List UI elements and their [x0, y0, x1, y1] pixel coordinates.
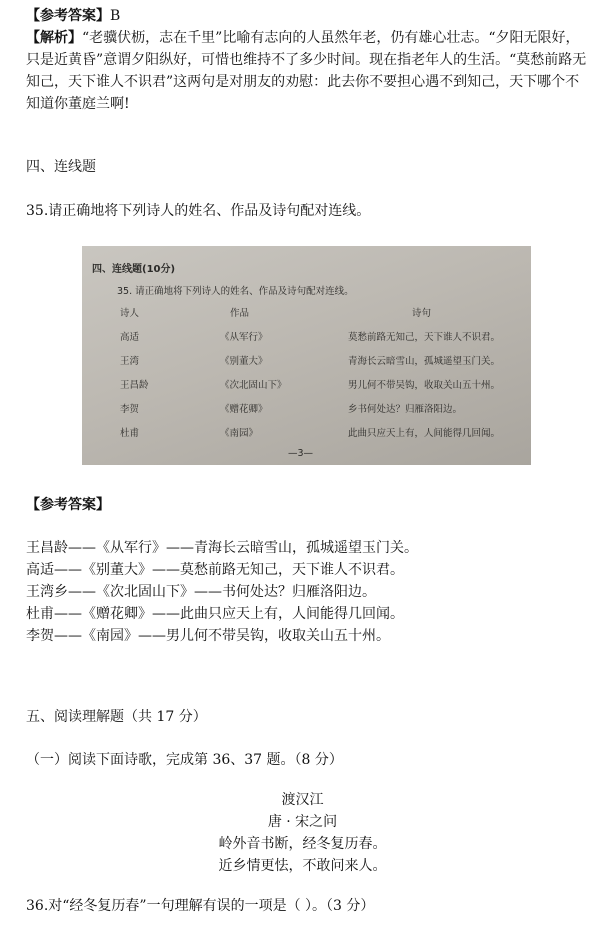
photo-line: 乡书何处达？归雁洛阳边。: [348, 404, 463, 415]
analysis-line-3: 知己，天下谁人不识君”这两句是对朋友的劝慰：此去你不要担心遇不到知己，天下哪个不: [26, 74, 580, 90]
section-5-title: 五、阅读理解题（共 17 分）: [26, 709, 207, 725]
photo-poet: 王湾: [120, 356, 140, 367]
section-4-title: 四、连线题: [26, 159, 96, 175]
photo-page-number: —3—: [288, 448, 314, 459]
answer-2-label: 【参考答案】: [26, 497, 110, 513]
analysis-label: 【解析】: [26, 30, 82, 46]
analysis-line-2: 只是近黄昏”意谓夕阳纵好，可惜也维持不了多少时间。现在指老年人的生活。“莫愁前路无: [26, 52, 587, 68]
photo-line: 此曲只应天上有，人间能得几回闻。: [348, 428, 501, 439]
photo-col-line: 诗句: [412, 308, 432, 319]
exam-photo: [82, 246, 531, 465]
answer-label: 【参考答案】: [26, 8, 110, 24]
photo-work: 《南园》: [220, 428, 259, 439]
photo-poet: 王昌龄: [120, 380, 149, 391]
answer-2-line: 高适——《别董大》——莫愁前路无知己，天下谁人不识君。: [26, 562, 404, 578]
question-36: 36.对“经冬复历春”一句理解有误的一项是（ ）。（3 分）: [26, 898, 375, 914]
photo-work: 《次北固山下》: [220, 380, 287, 391]
photo-line: 青海长云暗雪山，孤城遥望玉门关。: [348, 356, 501, 367]
poem-line: 岭外音书断，经冬复历春。: [218, 836, 387, 852]
photo-poet: 高适: [120, 332, 140, 343]
photo-question: 35. 请正确地将下列诗人的姓名、作品及诗句配对连线。: [117, 286, 354, 297]
answer-value: B: [110, 8, 121, 24]
photo-heading: 四、连线题(10分): [92, 264, 176, 275]
answer-2-line: 杜甫——《赠花卿》——此曲只应天上有，人间能得几回闻。: [26, 606, 404, 622]
answer-2-line: 王湾乡——《次北固山下》——书何处达？归雁洛阳边。: [26, 584, 376, 600]
analysis-line-1: 【解析】“老骥伏枥，志在千里”比喻有志向的人虽然年老，仍有雄心壮志。“夕阳无限好，: [26, 30, 580, 46]
analysis-line-4: 知道你董庭兰啊!: [26, 96, 130, 112]
photo-work: 《从军行》: [220, 332, 268, 343]
photo-line: 莫愁前路无知己，天下谁人不识君。: [348, 332, 501, 343]
photo-work: 《别董大》: [220, 356, 268, 367]
question-35: 35.请正确地将下列诗人的姓名、作品及诗句配对连线。: [26, 203, 371, 219]
photo-col-poet: 诗人: [120, 308, 140, 319]
poem-line: 近乡情更怯，不敢问来人。: [218, 858, 387, 874]
photo-line: 男儿何不带吴钩，收取关山五十州。: [348, 380, 501, 391]
photo-poet: 杜甫: [120, 428, 140, 439]
answer-line: [26, 6, 120, 26]
section-5-sub: （一）阅读下面诗歌，完成第 36、37 题。（8 分）: [26, 752, 343, 768]
answer-2-line: 李贺——《南园》——男儿何不带吴钩，收取关山五十州。: [26, 628, 390, 644]
photo-poet: 李贺: [120, 404, 140, 415]
photo-work: 《赠花卿》: [220, 404, 268, 415]
photo-col-work: 作品: [230, 308, 250, 319]
answer-2-line: 王昌龄——《从军行》——青海长云暗雪山，孤城遥望玉门关。: [26, 540, 418, 556]
poem-author: 唐 · 宋之问: [267, 814, 338, 830]
poem-title: 渡汉江: [281, 792, 324, 808]
